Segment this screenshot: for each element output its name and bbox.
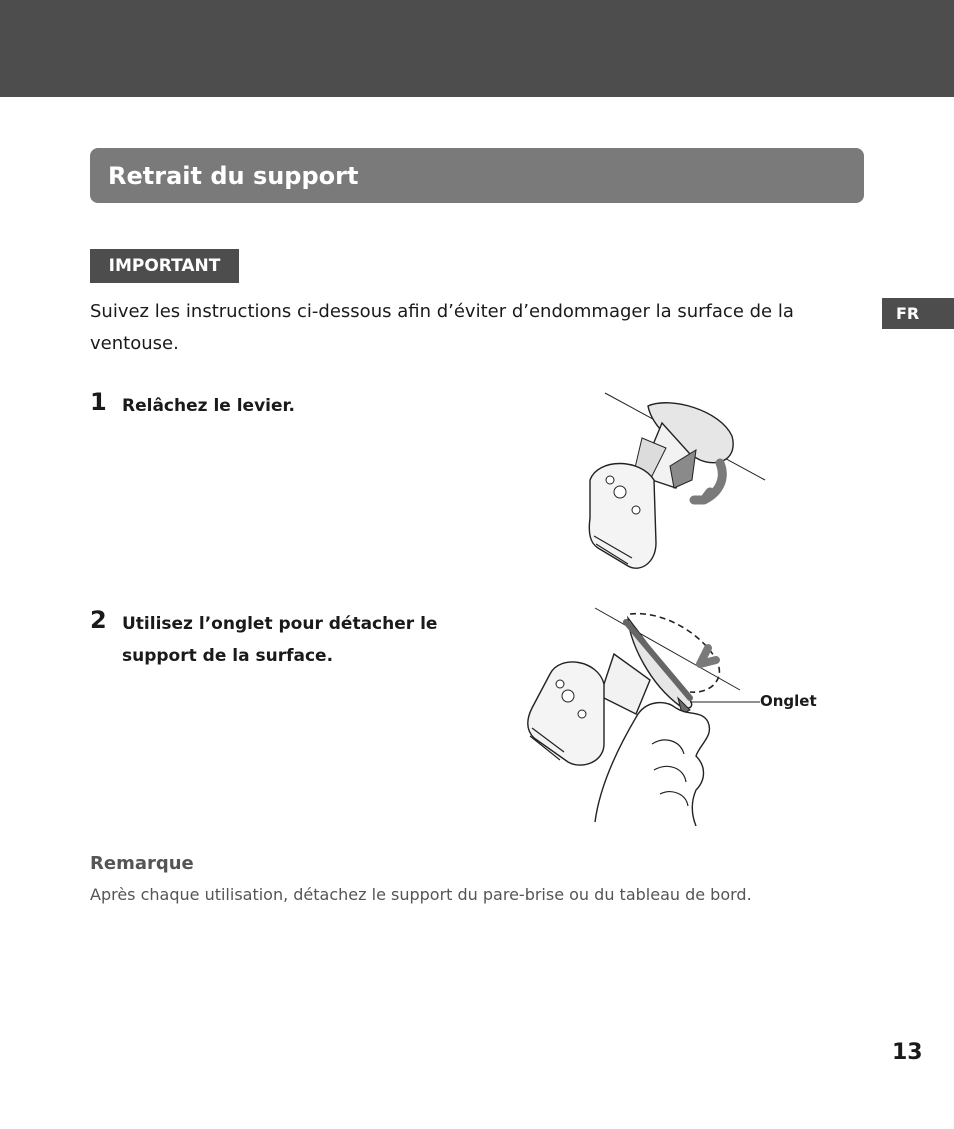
note-heading: Remarque: [90, 853, 194, 874]
detach-tab-illustration: [520, 604, 765, 826]
step-1-number: 1: [90, 388, 107, 416]
step-2-number: 2: [90, 606, 107, 634]
section-header: [90, 148, 864, 203]
release-lever-illustration: [570, 388, 770, 573]
section-title: Retrait du support: [108, 161, 359, 190]
header-band: [0, 0, 954, 97]
language-tab: FR: [882, 298, 954, 329]
important-text: Suivez les instructions ci-dessous afin d’éviter d’endommager la surface de la ventouse.: [90, 301, 794, 354]
page-number: 13: [892, 1040, 923, 1065]
step-2-text: Utilisez l’onglet pour détacher le support de la surface.: [122, 614, 438, 666]
important-label: IMPORTANT: [90, 249, 239, 283]
note-text: Après chaque utilisation, détachez le support du pare-brise ou du tableau de bord.: [90, 885, 752, 904]
onglet-callout: Onglet: [760, 692, 817, 710]
step-1-text: Relâchez le levier.: [122, 396, 295, 416]
